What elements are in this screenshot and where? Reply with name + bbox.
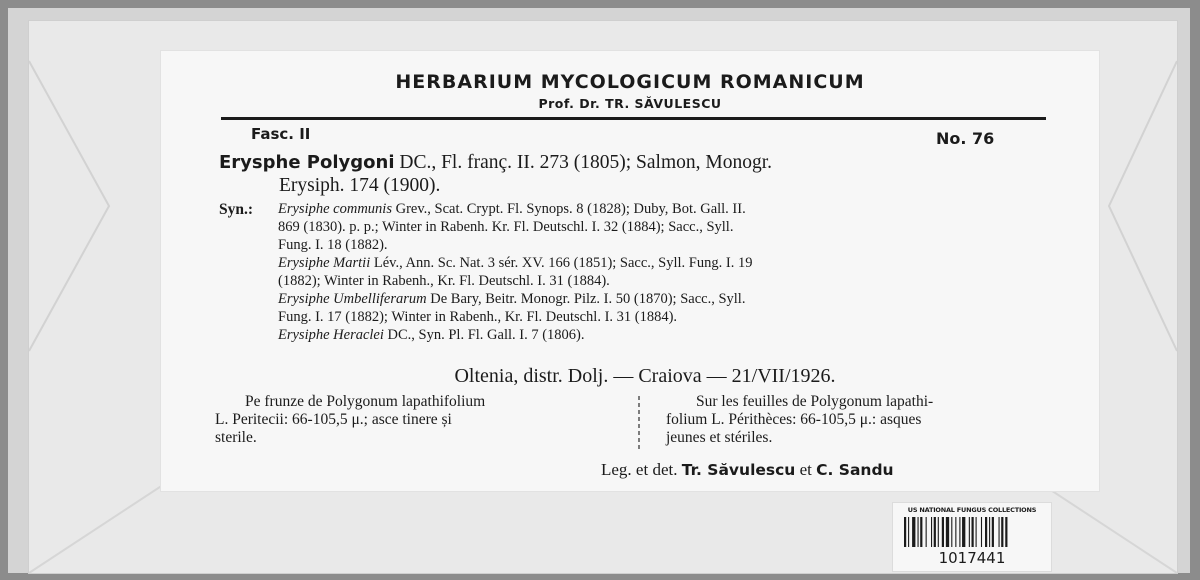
collector-line — [601, 460, 894, 480]
habitat-ro-line: Pe frunze de Polygonum lapathifolium — [245, 393, 486, 410]
habitat-ro-line: sterile. — [215, 429, 257, 446]
synonym-ref: Fung. I. 18 (1882). — [278, 237, 388, 253]
species-ref-line1: DC., Fl. franç. II. 273 (1805); Salmon, Monogr. — [399, 152, 773, 173]
synonym-entry — [278, 326, 1053, 344]
specimen-envelope — [28, 20, 1178, 574]
barcode-bar — [951, 517, 952, 547]
specimen-number: No. 76 — [936, 129, 995, 148]
habitat-romanian — [215, 393, 610, 447]
herbarium-title: HERBARIUM MYCOLOGICUM ROMANICUM — [395, 71, 865, 93]
barcode-icon — [904, 517, 1040, 547]
synonym-ref: Grev., Scat. Crypt. Fl. Synops. 8 (1828); Duby, Bot. Gall. II. — [391, 201, 746, 217]
barcode-bar — [999, 517, 1000, 547]
barcode-bar — [1001, 517, 1003, 547]
barcode-bar — [904, 517, 906, 547]
herbarium-subtitle: Prof. Dr. TR. SĂVULESCU — [538, 96, 722, 111]
habitat-ro-line: L. Peritecii: 66-105,5 μ.; asce tinere și — [215, 411, 452, 428]
species-citation — [219, 151, 1054, 197]
barcode-bar — [926, 517, 927, 547]
barcode-bar — [989, 517, 990, 547]
barcode-label — [892, 502, 1052, 572]
collection-locality: Oltenia, distr. Dolj. — Craiova — 21/VII/1926. — [454, 365, 836, 387]
barcode-bar — [931, 517, 932, 547]
barcode-bar — [912, 517, 915, 547]
barcode-bar — [920, 517, 922, 547]
collector-name: C. Sandu — [816, 461, 894, 479]
herbarium-sheet — [8, 8, 1190, 573]
species-name: Erysphe Polygoni — [219, 152, 395, 173]
synonym-entry — [278, 290, 1053, 326]
synonym-entry — [278, 200, 1053, 254]
collector-name: Tr. Săvulescu — [681, 461, 796, 479]
barcode-bar — [918, 517, 919, 547]
synonym-entry — [278, 254, 1053, 290]
barcode-bar — [938, 517, 939, 547]
barcode-bar — [972, 517, 974, 547]
barcode-bar — [962, 517, 965, 547]
fascicle-number: Fasc. II — [251, 125, 311, 143]
barcode-bar — [959, 517, 960, 547]
barcode-bar — [908, 517, 909, 547]
barcode-bar — [981, 517, 982, 547]
synonym-name: Erysiphe Umbelliferarum — [278, 291, 427, 307]
barcode-header: US NATIONAL FUNGUS COLLECTIONS — [907, 506, 1037, 514]
legend-join: et — [795, 460, 817, 479]
barcode-bar — [1005, 517, 1007, 547]
synonym-ref: Fung. I. 17 (1882); Winter in Rabenh., Kr. Fl. Deutschl. I. 31 (1884). — [278, 309, 678, 325]
barcode-bar — [946, 517, 949, 547]
synonym-ref: De Bary, Beitr. Monogr. Pilz. I. 50 (1870); Sacc., Syll. — [426, 291, 746, 307]
column-divider — [636, 396, 642, 451]
synonym-ref: 869 (1830). p. p.; Winter in Rabenh. Kr. Fl. Deutschl. I. 32 (1884); Sacc., Syll. — [278, 219, 734, 235]
synonyms-label: Syn.: — [219, 201, 254, 218]
synonym-ref: Lév., Ann. Sc. Nat. 3 sér. XV. 166 (1851); Sacc., Syll. Fung. I. 19 — [370, 255, 753, 271]
barcode-bar — [976, 517, 977, 547]
barcode-bar — [955, 517, 956, 547]
barcode-number: 1017441 — [938, 549, 1006, 567]
habitat-fr-line: jeunes et stériles. — [666, 429, 773, 446]
synonym-ref: DC., Syn. Pl. Fl. Gall. I. 7 (1806). — [383, 327, 585, 343]
habitat-fr-line: folium L. Périthèces: 66-105,5 μ.: asques — [666, 411, 922, 428]
barcode-bar — [985, 517, 987, 547]
synonyms-list — [278, 200, 1053, 344]
synonym-name: Erysiphe communis — [278, 201, 392, 217]
title-rule — [221, 117, 1046, 120]
legend-prefix: Leg. et det. — [601, 460, 682, 479]
habitat-fr-line: Sur les feuilles de Polygonum lapathi- — [696, 393, 934, 410]
habitat-french — [666, 393, 1056, 447]
barcode-bar — [934, 517, 936, 547]
barcode-bar — [969, 517, 970, 547]
synonym-name: Erysiphe Martii — [278, 255, 371, 271]
barcode-bar — [942, 517, 944, 547]
synonym-name: Erysiphe Heraclei — [278, 327, 384, 343]
species-ref-line2: Erysiph. 174 (1900). — [279, 175, 441, 196]
barcode-bar — [992, 517, 994, 547]
synonym-ref: (1882); Winter in Rabenh., Kr. Fl. Deutschl. I. 31 (1884). — [278, 273, 610, 289]
printed-label — [161, 51, 1099, 491]
